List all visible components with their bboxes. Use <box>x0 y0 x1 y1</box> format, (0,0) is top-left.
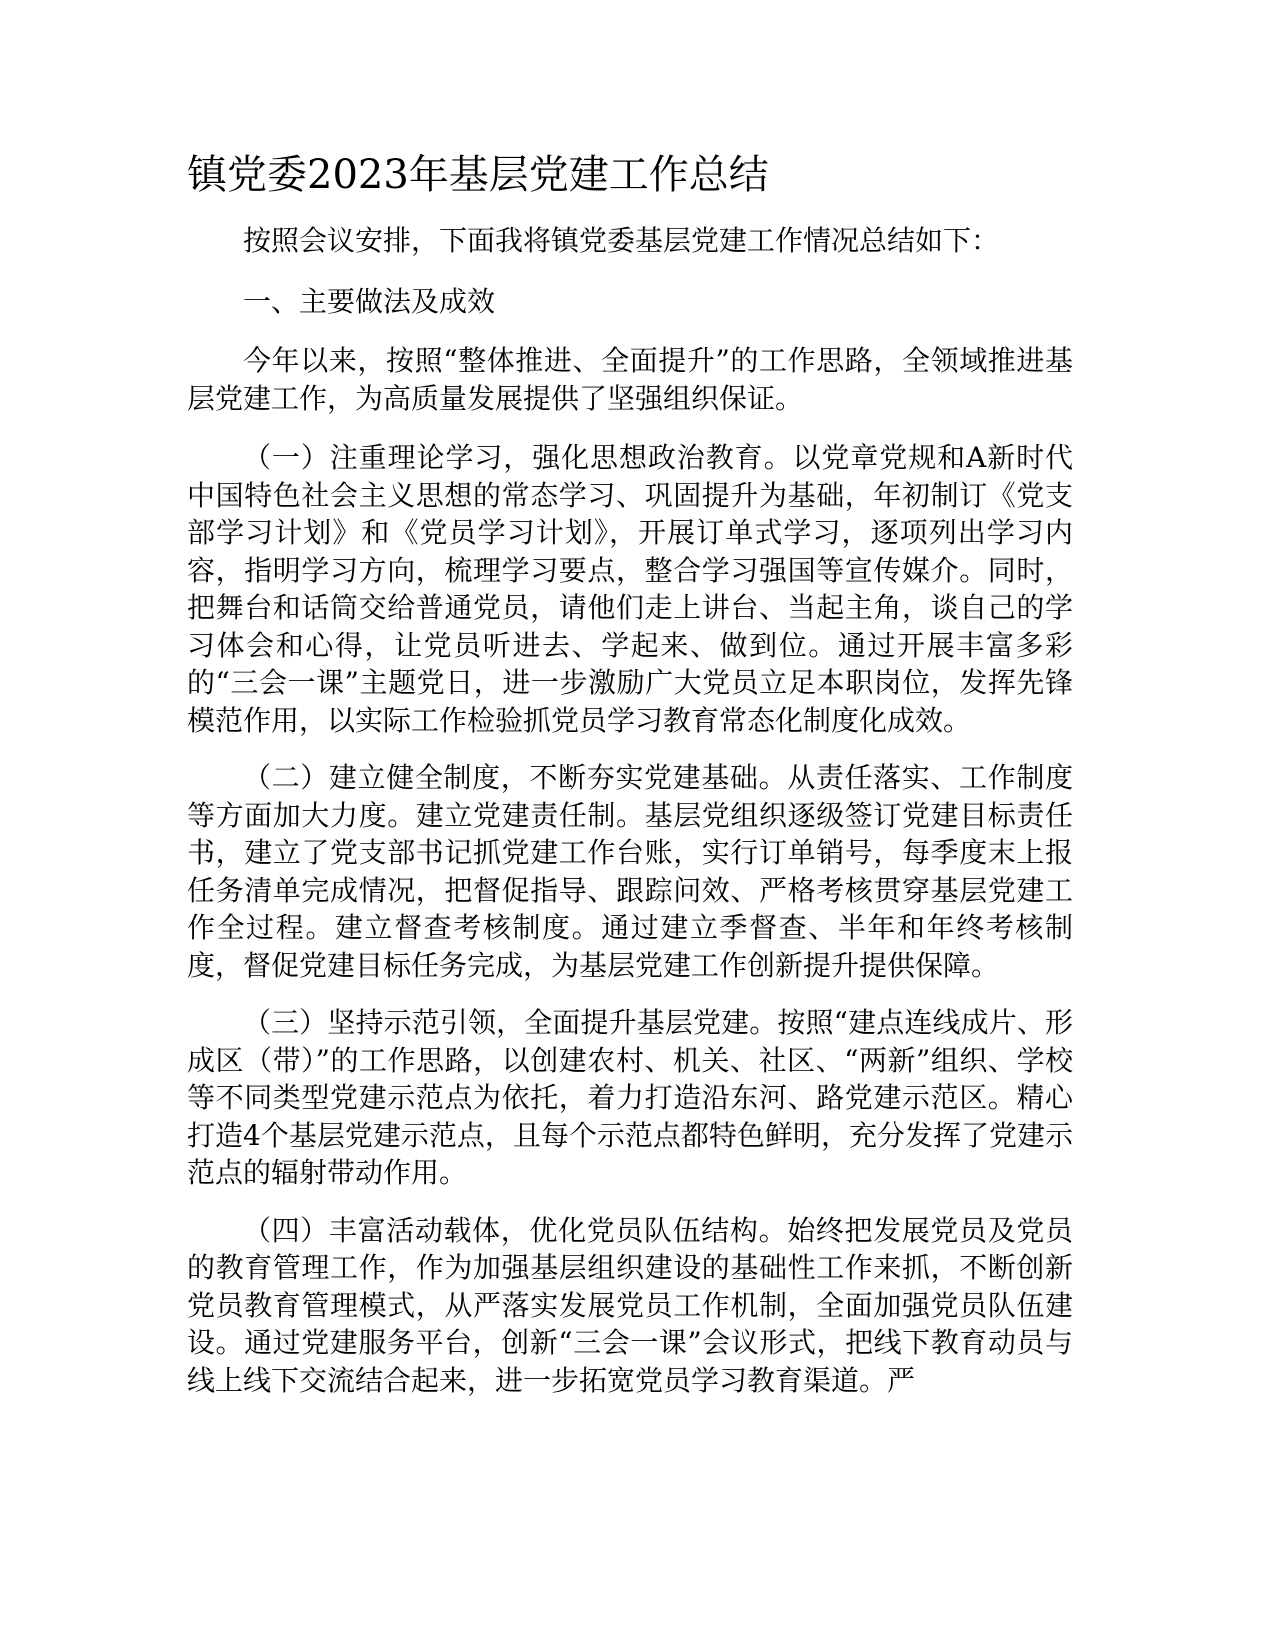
item-paragraph-3: （三）坚持示范引领，全面提升基层党建。按照“建点连线成片、形成区（带）”的工作思路，以创建农村、机关、社区、“两新”组织、学校等不同类型党建示范点为依托，着力打造沿东河、路党建示范区。精心打造4个基层党建示范点，且每个示范点都特色鲜明，充分发挥了党建示范点的辐射带动作用。 <box>187 1006 1073 1189</box>
document-body <box>187 222 1073 1419</box>
intro-paragraph: 按照会议安排，下面我将镇党委基层党建工作情况总结如下： <box>243 224 1000 257</box>
overview-paragraph: 今年以来，按照“整体推进、全面提升”的工作思路，全领域推进基层党建工作，为高质量发展提供了坚强组织保证。 <box>187 344 1073 415</box>
item-paragraph-2: （二）建立健全制度，不断夯实党建基础。从责任落实、工作制度等方面加大力度。建立党建责任制。基层党组织逐级签订党建目标责任书，建立了党支部书记抓党建工作台账，实行订单销号，每季度末上报任务清单完成情况，把督促指导、跟踪问效、严格考核贯穿基层党建工作全过程。建立督查考核制度。通过建立季督查、半年和年终考核制度，督促党建目标任务完成，为基层党建工作创新提升提供保障。 <box>187 761 1073 982</box>
item-paragraph-1: （一）注重理论学习，强化思想政治教育。以党章党规和A新时代中国特色社会主义思想的常态学习、巩固提升为基础，年初制订《党支部学习计划》和《党员学习计划》，开展订单式学习，逐项列出学习内容，指明学习方向，梳理学习要点，整合学习强国等宣传媒介。同时，把舞台和话筒交给普通党员，请他们走上讲台、当起主角，谈自己的学习体会和心得，让党员听进去、学起来、做到位。通过开展丰富多彩的“三会一课”主题党日，进一步激励广大党员立足本职岗位，发挥先锋模范作用，以实际工作检验抓党员学习教育常态化制度化成效。 <box>187 441 1073 737</box>
document-title: 镇党委2023年基层党建工作总结 <box>187 152 769 198</box>
item-paragraph-4: （四）丰富活动载体，优化党员队伍结构。始终把发展党员及党员的教育管理工作，作为加强基层组织建设的基础性工作来抓，不断创新党员教育管理模式，从严落实发展党员工作机制，全面加强党员队伍建设。通过党建服务平台，创新“三会一课”会议形式，把线下教育动员与线上线下交流结合起来，进一步拓宽党员学习教育渠道。严 <box>187 1213 1073 1397</box>
section-heading-1: 一、主要做法及成效 <box>243 284 496 318</box>
